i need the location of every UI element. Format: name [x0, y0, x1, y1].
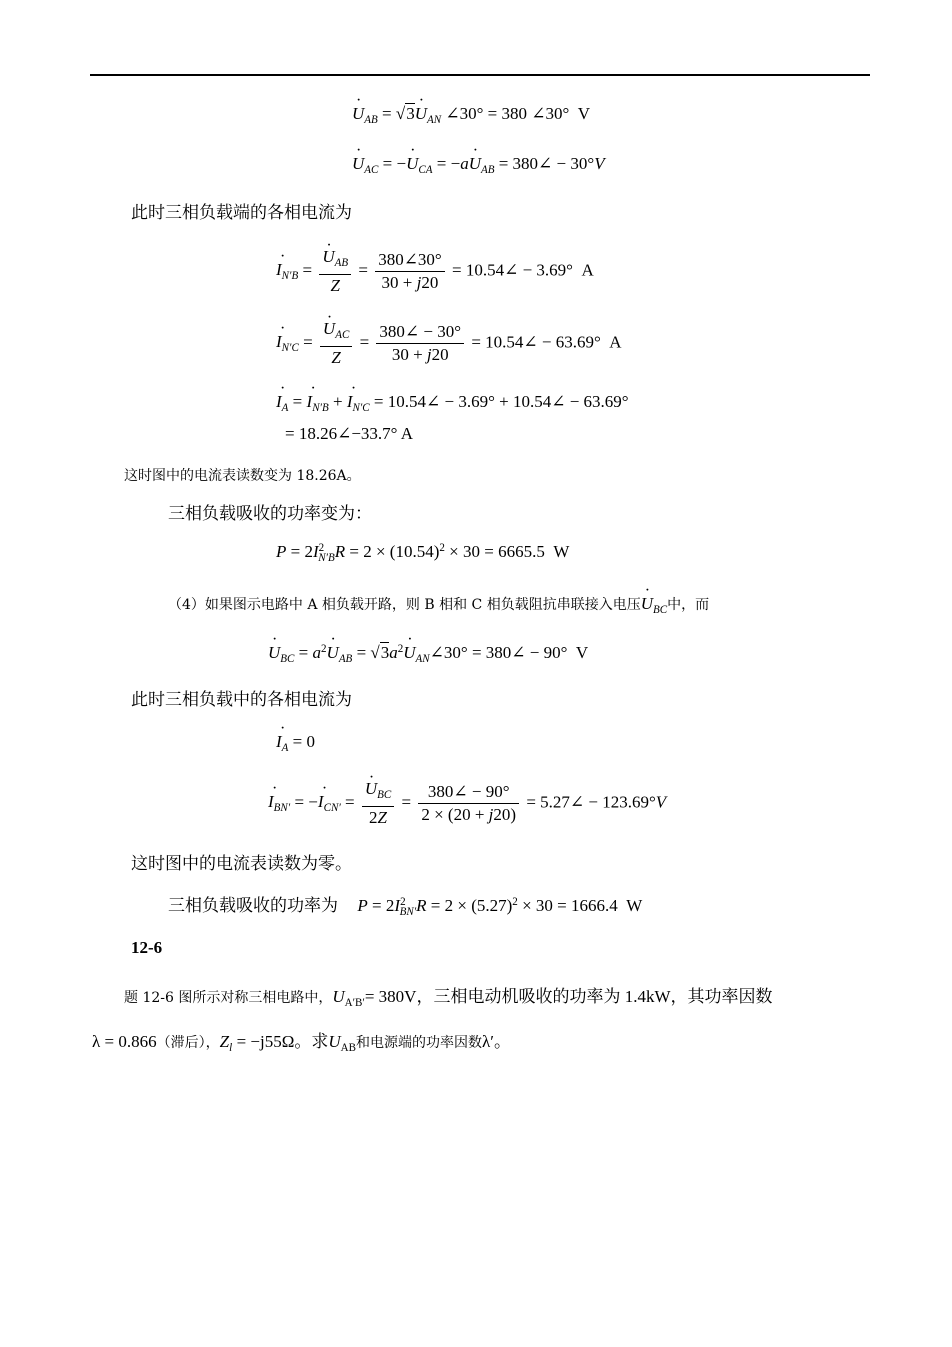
text-phase-currents-2: 此时三相负载中的各相电流为 — [131, 690, 352, 710]
problem-lambda-prime: λ′。 — [482, 1032, 511, 1051]
equation-ia-result: = 18.26∠−33.7° A — [285, 424, 414, 443]
equation-uab: · $U_{AB} = √3\cdot U_{AN}$ ∠30° = 380 ∠30° V — [352, 104, 590, 126]
problem-line-1: 题 12-6 图所示对称三相电路中，$U_{A'B'}= 380V$，三相电动机吸收的功率为 1.4kW，其功率因数 — [124, 987, 773, 1009]
problem-lambda: λ = 0.866 — [92, 1032, 157, 1051]
problem-ask: 和电源端的功率因数 — [356, 1035, 483, 1051]
equation-power-1: $P = 2I^2_{N'B}R = 2 \times (10.54)^2 \times 30 = 6665.5$ W — [276, 542, 570, 564]
text-power-absorbed — [168, 891, 642, 918]
equation-inb: · $I_{N'B}$ = · $\frac{U_{AB}}{Z}$ = $\frac{380\angle 30^\circ}{30 + j20}$ = 10.54∠ − 3.69° A — [276, 246, 594, 297]
text-phase-currents-1: 此时三相负载端的各相电流为 — [131, 203, 352, 223]
problem-line-1-a: 题 12-6 图所示对称三相电路中， — [124, 990, 333, 1006]
text-ammeter-zero: 这时图中的电流表读数为零。 — [131, 854, 352, 874]
equation-ia-sum: · $I_A$ = · $I_{N'B}$ + · $I_{N'C}$ = 10.54∠ − 3.69° + 10.54∠ − 63.69° — [276, 392, 629, 414]
equation-inc: · $I_{N'C}$ = · $\frac{U_{AC}}{Z}$ = $\frac{380\angle - 30^\circ}{30 + j20}$ = 10.54∠ − 63.69° A — [276, 318, 622, 369]
text-ammeter-reading: 这时图中的电流表读数变为 18.26A。 — [124, 468, 361, 484]
section-heading: 12-6 — [131, 938, 163, 957]
problem-lag: （滞后）， — [156, 1035, 220, 1051]
equation-ibn: · $I_{BN'}$ = −· $I_{CN'}$ = · $\frac{U_{BC}}{2Z}$ = $\frac{380\angle - 90^\circ}{2 \times (20 + j20)}$ = 5.27∠ − 123.69°V — [268, 778, 666, 829]
equation-power-2: $P = 2I^2_{BN'}R = 2 \times (5.27)^2 \times 30 = 1666.4$ W — [357, 895, 643, 918]
problem-zl: = −j55Ω。求 — [236, 1032, 329, 1051]
text-power-label: 三相负载吸收的功率为 — [168, 896, 338, 916]
text-case-4: （4）如果图示电路中 A 相负载开路，则 B 相和 C 相负载阻抗串联接入电压· $U_{BC}$中，而 — [168, 594, 709, 616]
equation-ubc: · $U_{BC} = a^2\cdot U_{AB} = √3a^2\cdot$ $U_{AN}\angle 30^\circ$ = 380∠ − 90° V — [268, 643, 588, 665]
equation-uac: · $U_{AC}$ = −· $U_{CA} = -a\cdot U_{AB}$ = 380∠ − 30°V — [352, 154, 605, 176]
text-power-change: 三相负载吸收的功率变为： — [168, 504, 372, 524]
text-case-4-a: （4）如果图示电路中 A 相负载开路，则 B 相和 C 相负载阻抗串联接入电压 — [168, 597, 641, 613]
header-rule — [90, 74, 870, 76]
problem-line-1-b: = 380V，三相电动机吸收的功率为 1.4kW，其功率因数 — [364, 987, 773, 1006]
text-case-4-b: 中，而 — [667, 597, 710, 613]
problem-line-2: λ = 0.866（滞后），$Z_l = -j55\Omega$。求$U_{AB}$和电源端的功率因数λ′。 — [92, 1032, 511, 1054]
equation-ia-zero: · $I_A = 0$ — [276, 732, 315, 754]
